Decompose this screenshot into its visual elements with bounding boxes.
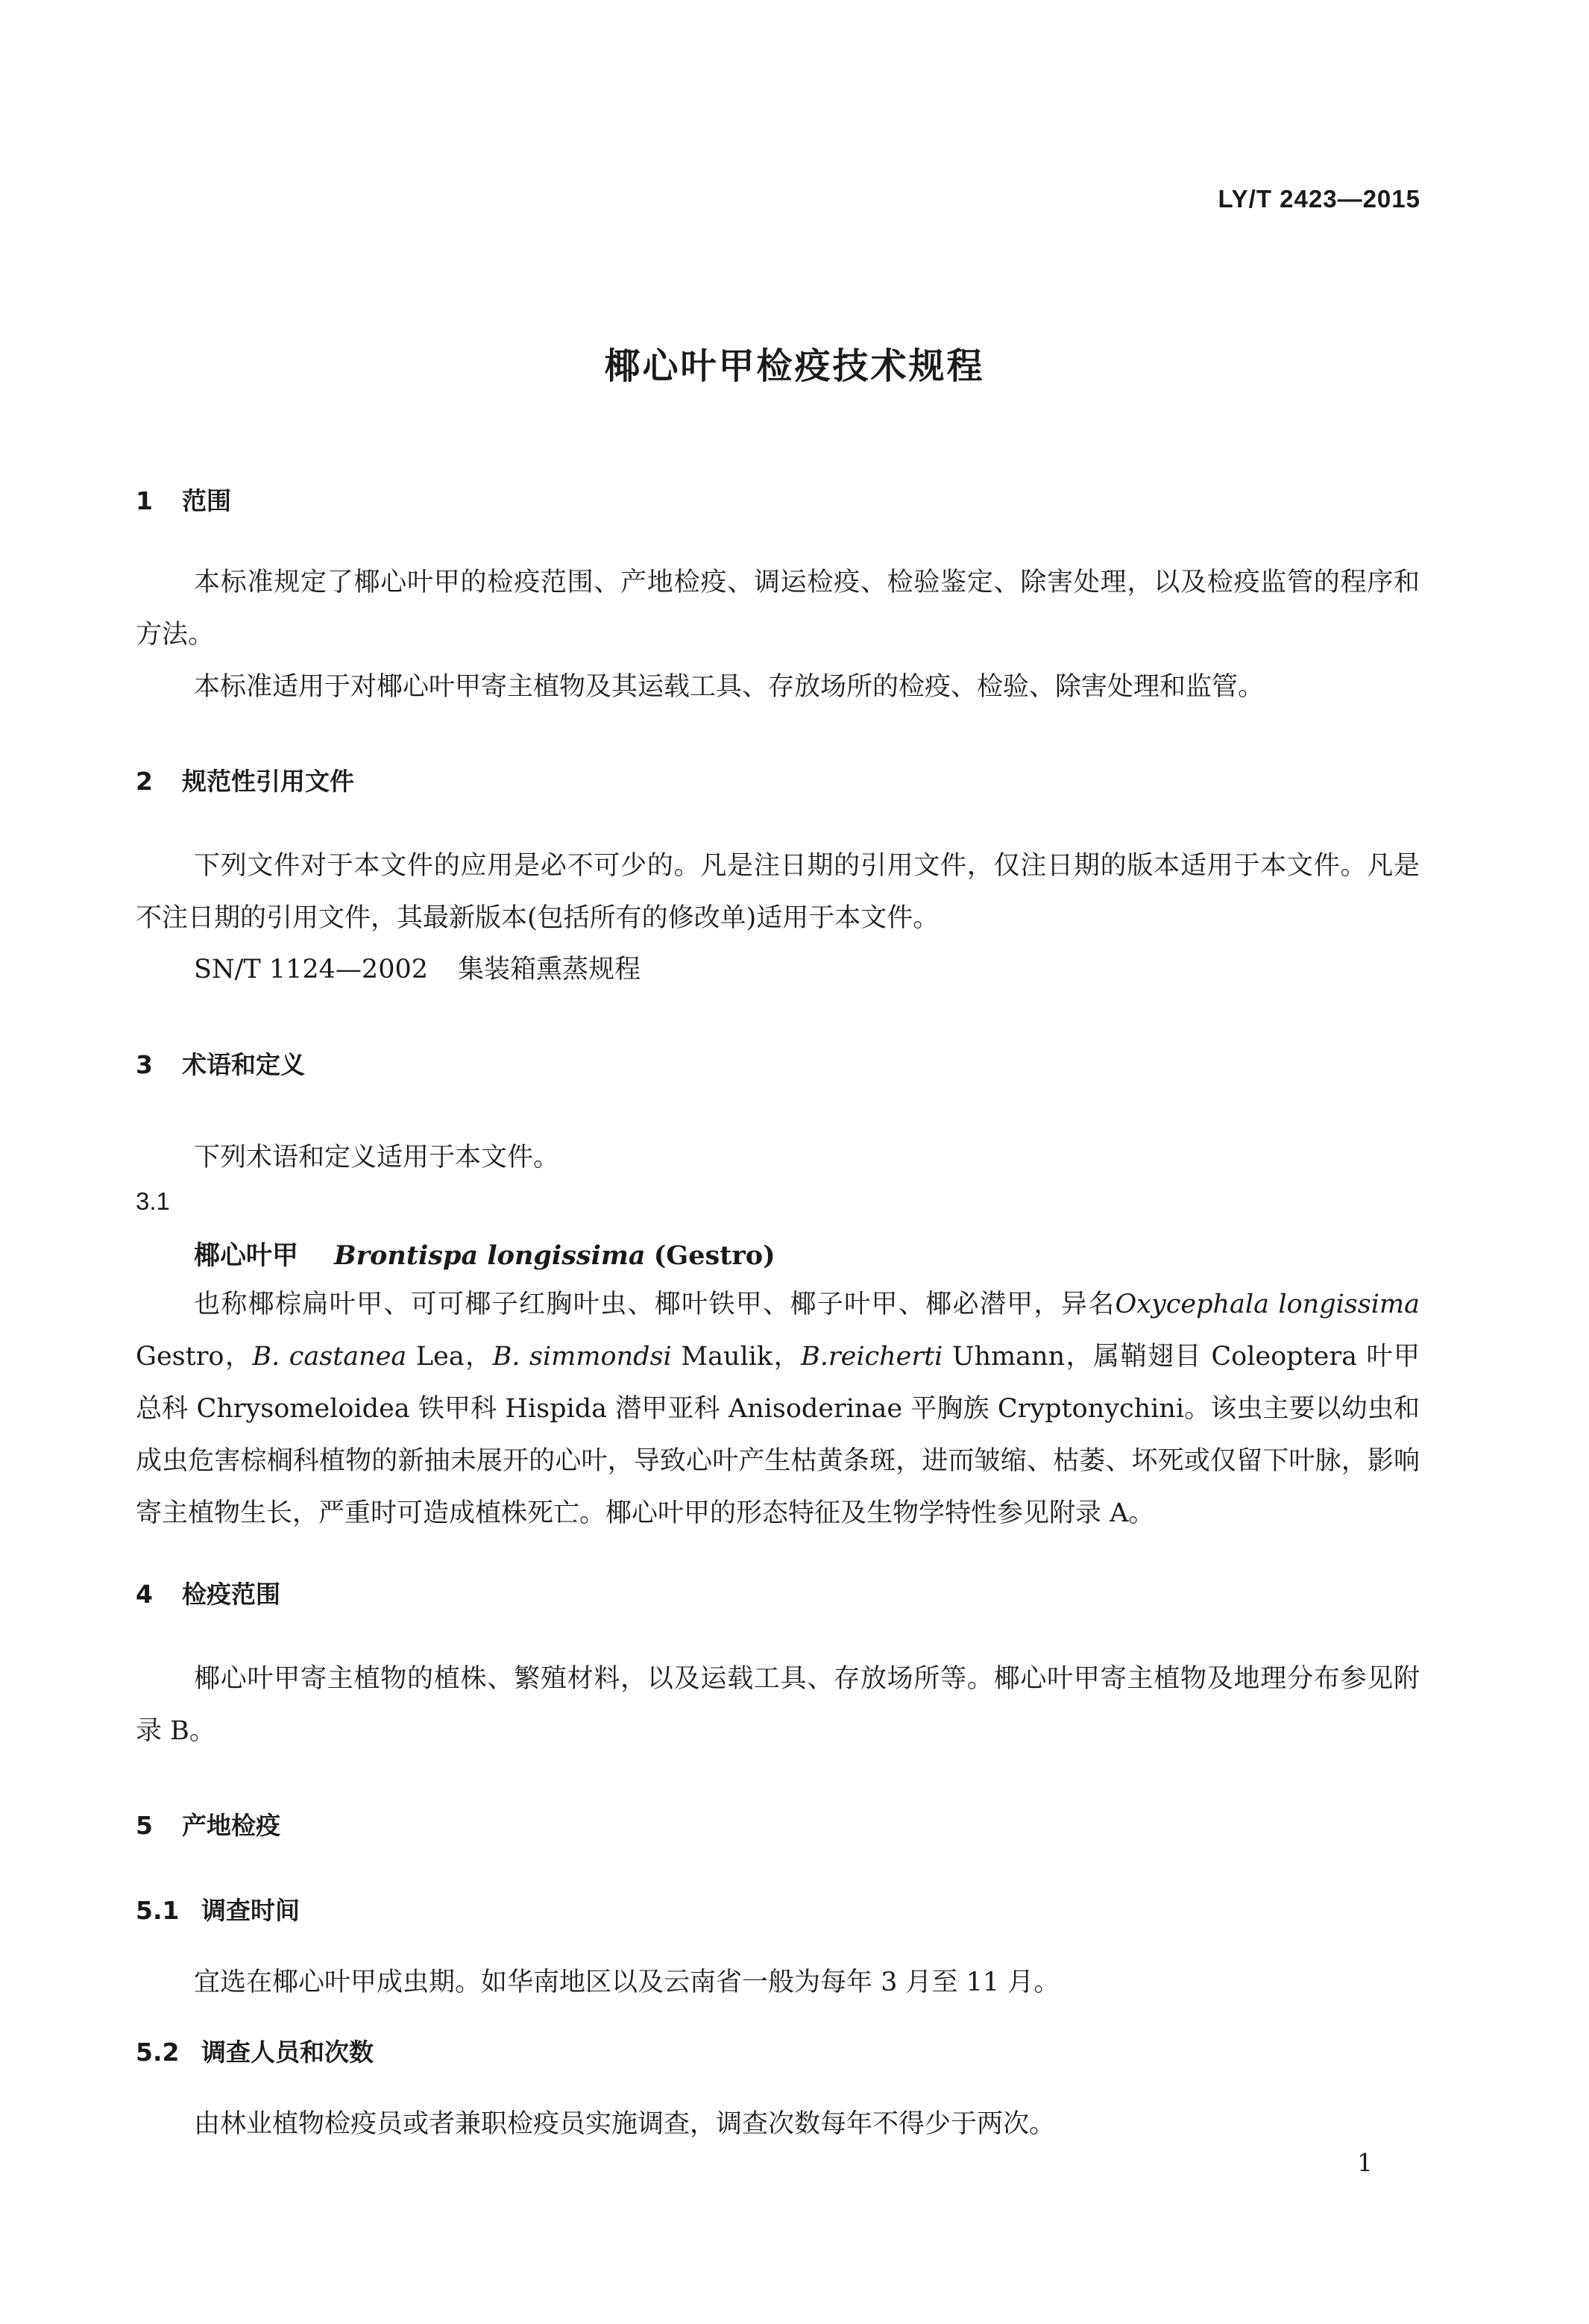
subsection-number: 5.1 <box>136 1896 180 1925</box>
section-2-paragraph-1: 下列文件对于本文件的应用是必不可少的。凡是注日期的引用文件，仅注日期的版本适用于本文件。凡是不注日期的引用文件，其最新版本(包括所有的修改单)适用于本文件。 <box>136 851 1420 933</box>
subsection-5-2-heading <box>136 2033 374 2068</box>
section-4-paragraph-1: 椰心叶甲寄主植物的植株、繁殖材料，以及运载工具、存放场所等。椰心叶甲寄主植物及地理分布参见附录 B。 <box>136 1664 1420 1746</box>
term-scientific-name: Brontispa longissima <box>334 1240 646 1271</box>
section-number: 1 <box>136 486 153 515</box>
normative-reference <box>194 949 641 986</box>
subsection-5-1-text: 宜选在椰心叶甲成虫期。如华南地区以及云南省一般为每年 3 月至 11 月。 <box>194 1967 1060 1997</box>
term-definition <box>136 1278 1420 1539</box>
section-5-heading <box>136 1806 280 1841</box>
definition-text: Lea， <box>415 1342 493 1372</box>
section-title: 检疫范围 <box>182 1580 280 1609</box>
synonym-name: B. castanea <box>252 1342 407 1372</box>
section-2-heading <box>136 762 354 797</box>
page-number: 1 <box>1357 2148 1373 2177</box>
section-1-heading <box>136 482 231 517</box>
clause-number: 3.1 <box>136 1187 170 1215</box>
section-1-paragraph-1: 本标准规定了椰心叶甲的检疫范围、产地检疫、调运检疫、检验鉴定、除害处理，以及检疫监管的程序和方法。 <box>136 568 1420 650</box>
standard-code: LY/T 2423—2015 <box>1218 185 1420 213</box>
synonym-name: Oxycephala longissima <box>1115 1290 1420 1319</box>
document-title: 椰心叶甲检疫技术规程 <box>604 345 985 387</box>
section-title: 规范性引用文件 <box>182 767 354 796</box>
section-number: 5 <box>136 1811 153 1840</box>
reference-title: 集装箱熏蒸规程 <box>458 955 641 984</box>
term-author: (Gestro) <box>653 1240 775 1271</box>
subsection-5-1-heading <box>136 1891 300 1926</box>
section-number: 2 <box>136 767 153 796</box>
section-title: 产地检疫 <box>182 1811 280 1840</box>
term-entry <box>194 1235 775 1272</box>
subsection-number: 5.2 <box>136 2038 180 2067</box>
subsection-title: 调查人员和次数 <box>201 2038 374 2067</box>
section-4-heading <box>136 1575 280 1610</box>
section-number: 4 <box>136 1580 153 1609</box>
section-1-paragraph-2: 本标准适用于对椰心叶甲寄主植物及其运载工具、存放场所的检疫、检验、除害处理和监管。 <box>194 672 1265 702</box>
reference-code: SN/T 1124—2002 <box>194 955 429 984</box>
section-number: 3 <box>136 1050 153 1079</box>
synonym-name: B.reicherti <box>801 1342 943 1372</box>
definition-text: Maulik， <box>681 1342 802 1372</box>
definition-text: Uhmann，属鞘翅目 Coleoptera 叶甲总科 Chrysomeloidea 铁甲科 Hispida 潜甲亚科 Anisoderinae 平胸族 Cryptonychini。该虫主要以幼虫和成虫危害棕榈科植物的新抽未展开的心叶，导致心叶产生枯黄条斑，进而皱缩、枯萎、坏死或仅留下叶脉，影响寄主植物生长，严重时可造成植株死亡。椰心叶甲的形态特征及生物学特性参见附录 A。 <box>136 1342 1420 1528</box>
definition-text: Gestro， <box>136 1342 253 1372</box>
term-chinese-name: 椰心叶甲 <box>194 1241 299 1271</box>
section-3-heading <box>136 1046 305 1081</box>
subsection-5-2-text: 由林业植物检疫员或者兼职检疫员实施调查，调查次数每年不得少于两次。 <box>194 2109 1056 2139</box>
section-3-intro: 下列术语和定义适用于本文件。 <box>194 1143 560 1172</box>
definition-text: 也称椰棕扁叶甲、可可椰子红胸叶虫、椰叶铁甲、椰子叶甲、椰必潜甲，异名 <box>194 1290 1116 1319</box>
subsection-title: 调查时间 <box>201 1896 300 1925</box>
synonym-name: B. simmondsi <box>492 1342 672 1372</box>
section-title: 范围 <box>182 486 231 515</box>
section-title: 术语和定义 <box>182 1050 305 1079</box>
